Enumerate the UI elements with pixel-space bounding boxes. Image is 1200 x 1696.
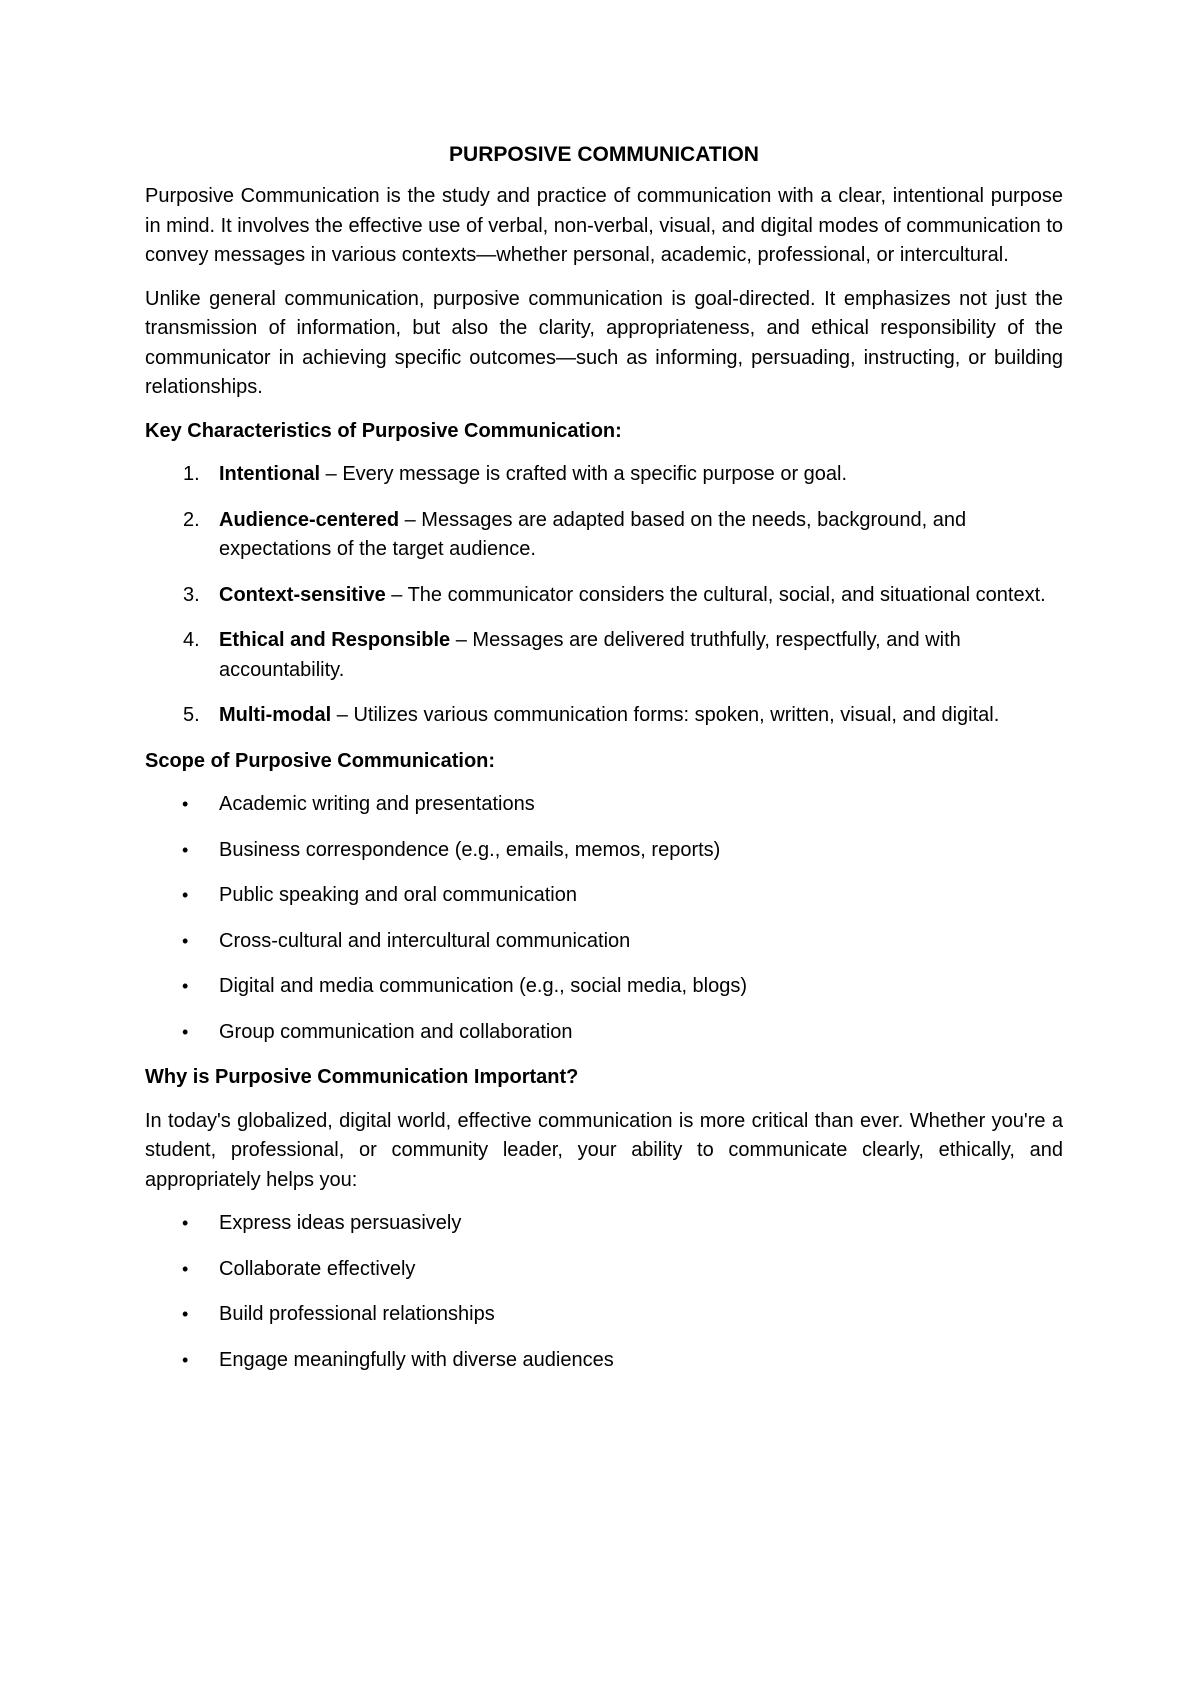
list-item-text: Group communication and collaboration	[219, 1020, 573, 1043]
list-item	[145, 1018, 1063, 1048]
list-item	[145, 506, 1063, 565]
characteristics-list	[145, 460, 1063, 731]
bullet-icon: •	[182, 930, 189, 951]
list-item-term: Intentional	[219, 463, 321, 485]
list-item-text: Digital and media communication (e.g., social media, blogs)	[219, 975, 748, 997]
list-item	[145, 972, 1063, 1002]
list-item	[145, 790, 1063, 820]
bullet-icon: •	[182, 794, 189, 814]
list-item-text: Public speaking and oral communication	[219, 884, 577, 906]
list-item	[145, 1209, 1063, 1239]
list-item-text: Academic writing and presentations	[219, 793, 535, 815]
list-item-description: – Every message is crafted with a specific purpose or goal.	[320, 463, 848, 485]
list-item-term: Ethical and Responsible	[219, 629, 451, 651]
importance-list	[145, 1209, 1063, 1375]
list-item-number: 2.	[183, 508, 200, 531]
list-item-term: Multi-modal	[219, 704, 332, 726]
list-item-number: 5.	[183, 704, 200, 726]
bullet-icon: •	[182, 1304, 189, 1324]
bullet-icon: •	[182, 976, 189, 996]
bullet-icon: •	[182, 885, 189, 905]
list-item	[145, 460, 1063, 490]
bullet-icon: •	[182, 1213, 189, 1233]
importance-heading: Why is Purposive Communication Important?	[145, 1066, 579, 1088]
intro-paragraph-2: Unlike general communication, purposive communication is goal-directed. It emphasizes not just the transmission of information, but also the clarity, appropriateness, and ethical responsibility of the communicator in achieving specific outcomes—such as informing, persuading, instructing, or building relationships.	[145, 287, 1063, 398]
list-item-description: – Messages are delivered truthfully, respectfully, and with accountability.	[219, 629, 961, 681]
list-item	[145, 927, 1063, 957]
scope-heading: Scope of Purposive Communication:	[145, 749, 496, 772]
document-page	[145, 140, 1063, 1391]
bullet-icon: •	[182, 839, 189, 860]
intro-paragraph-1: Purposive Communication is the study and practice of communication with a clear, intentional purpose in mind. It involves the effective use of verbal, non-verbal, visual, and digital modes of communication to convey messages in various contexts—whether personal, academic, professional, or intercultural.	[145, 185, 1063, 266]
list-item	[145, 1255, 1063, 1285]
list-item-text: Build professional relationships	[219, 1303, 495, 1325]
list-item-term: Audience-centered	[219, 508, 400, 531]
bullet-icon: •	[182, 1349, 189, 1370]
list-item-description: – Messages are adapted based on the needs, background, and expectations of the target audience.	[219, 508, 967, 560]
list-item-text: Business correspondence (e.g., emails, memos, reports)	[219, 838, 721, 861]
list-item	[145, 836, 1063, 866]
list-item-text: Express ideas persuasively	[219, 1212, 462, 1234]
scope-list	[145, 790, 1063, 1047]
list-item	[145, 581, 1063, 611]
characteristics-heading: Key Characteristics of Purposive Communication:	[145, 419, 622, 442]
document-title: PURPOSIVE COMMUNICATION	[449, 143, 759, 166]
importance-paragraph: In today's globalized, digital world, effective communication is more critical than ever. Whether you're a student, professional, or community leader, your ability to communicate clearly, ethically, and appropriately helps you:	[145, 1109, 1063, 1191]
list-item-description: – The communicator considers the cultural, social, and situational context.	[385, 583, 1046, 606]
list-item-text: Collaborate effectively	[219, 1257, 416, 1280]
list-item	[145, 1300, 1063, 1330]
list-item-text: Cross-cultural and intercultural communication	[219, 929, 631, 952]
list-item	[145, 701, 1063, 731]
list-item-number: 3.	[183, 583, 200, 606]
list-item-term: Context-sensitive	[219, 583, 386, 606]
list-item	[145, 881, 1063, 911]
list-item-number: 1.	[183, 463, 200, 485]
list-item-number: 4.	[183, 629, 200, 651]
bullet-icon: •	[182, 1258, 189, 1279]
bullet-icon: •	[182, 1021, 189, 1042]
list-item	[145, 626, 1063, 685]
list-item	[145, 1346, 1063, 1376]
list-item-description: – Utilizes various communication forms: spoken, written, visual, and digital.	[331, 704, 1000, 726]
list-item-text: Engage meaningfully with diverse audiences	[219, 1348, 614, 1371]
